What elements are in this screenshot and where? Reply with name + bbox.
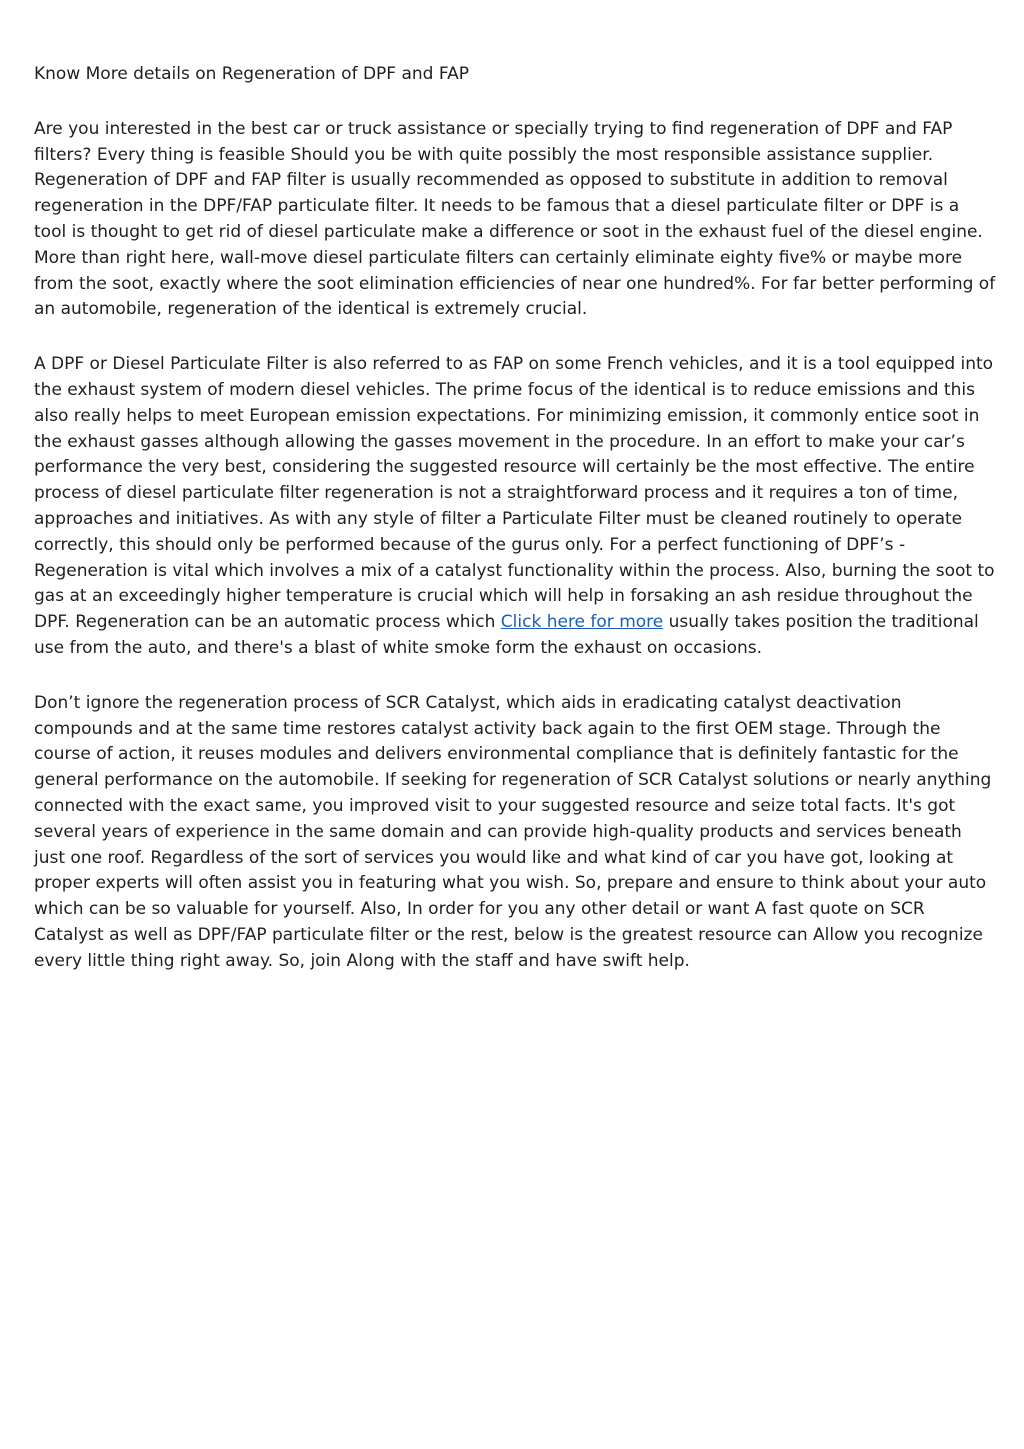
paragraph-2: [34, 352, 996, 662]
paragraph-2-text-before-link: A DPF or Diesel Particulate Filter is also referred to as FAP on some French vehicles, and it is a tool equipped into the exhaust system of modern diesel vehicles. The prime focus of the identical is to reduce emissions and this also really helps to meet European emission expectations. For minimizing emission, it commonly entice soot in the exhaust gasses although allowing the gasses movement in the procedure. In an effort to make your car’s performance the very best, considering the suggested resource will certainly be the most effective. The entire process of diesel particulate filter regeneration is not a straightforward process and it requires a ton of time, approaches and initiatives. As with any style of filter a Particulate Filter must be cleaned routinely to operate correctly, this should only be performed because of the gurus only. For a perfect functioning of DPF’s - Regeneration is vital which involves a mix of a catalyst functionality within the process. Also, burning the soot to gas at an exceedingly higher temperature is crucial which will help in forsaking an ash residue throughout the DPF. Regeneration can be an automatic process which: [34, 354, 995, 633]
document-page: [34, 62, 996, 1004]
click-here-for-more-link[interactable]: Click here for more: [500, 612, 664, 633]
document-title: Know More details on Regeneration of DPF and FAP: [34, 64, 469, 84]
paragraph-3: Don’t ignore the regeneration process of SCR Catalyst, which aids in eradicating catalyst deactivation compounds and at the same time restores catalyst activity back again to the first OEM stage. Through the course of action, it reuses modules and delivers environmental compliance that is definitely fantastic for the general performance on the automobile. If seeking for regeneration of SCR Catalyst solutions or nearly anything connected with the exact same, you improved visit to your suggested resource and seize total facts. It's got several years of experience in the same domain and can provide high-quality products and services beneath just one roof. Regardless of the sort of services you would like and what kind of car you have got, looking at proper experts will often assist you in featuring what you wish. So, prepare and ensure to think about your auto which can be so valuable for yourself. Also, In order for you any other detail or want A fast quote on SCR Catalyst as well as DPF/FAP particulate filter or the rest, below is the greatest resource can Allow you recognize every little thing right away. So, join Along with the staff and have swift help.: [34, 692, 992, 971]
paragraph-2-text-after-link: usually takes position the traditional use from the auto, and there's a blast of white smoke form the exhaust on occasions.: [34, 612, 979, 658]
paragraph-1: Are you interested in the best car or truck assistance or specially trying to find regeneration of DPF and FAP filters? Every thing is feasible Should you be with quite possibly the most responsible assistance supplier. Regeneration of DPF and FAP filter is usually recommended as opposed to substitute in addition to removal regeneration in the DPF/FAP particulate filter. It needs to be famous that a diesel particulate filter or DPF is a tool is thought to get rid of diesel particulate make a difference or soot in the exhaust fuel of the diesel engine. More than right here, wall-move diesel particulate filters can certainly eliminate eighty five% or maybe more from the soot, exactly where the soot elimination efficiencies of near one hundred%. For far better performing of an automobile, regeneration of the identical is extremely crucial.: [34, 118, 996, 320]
